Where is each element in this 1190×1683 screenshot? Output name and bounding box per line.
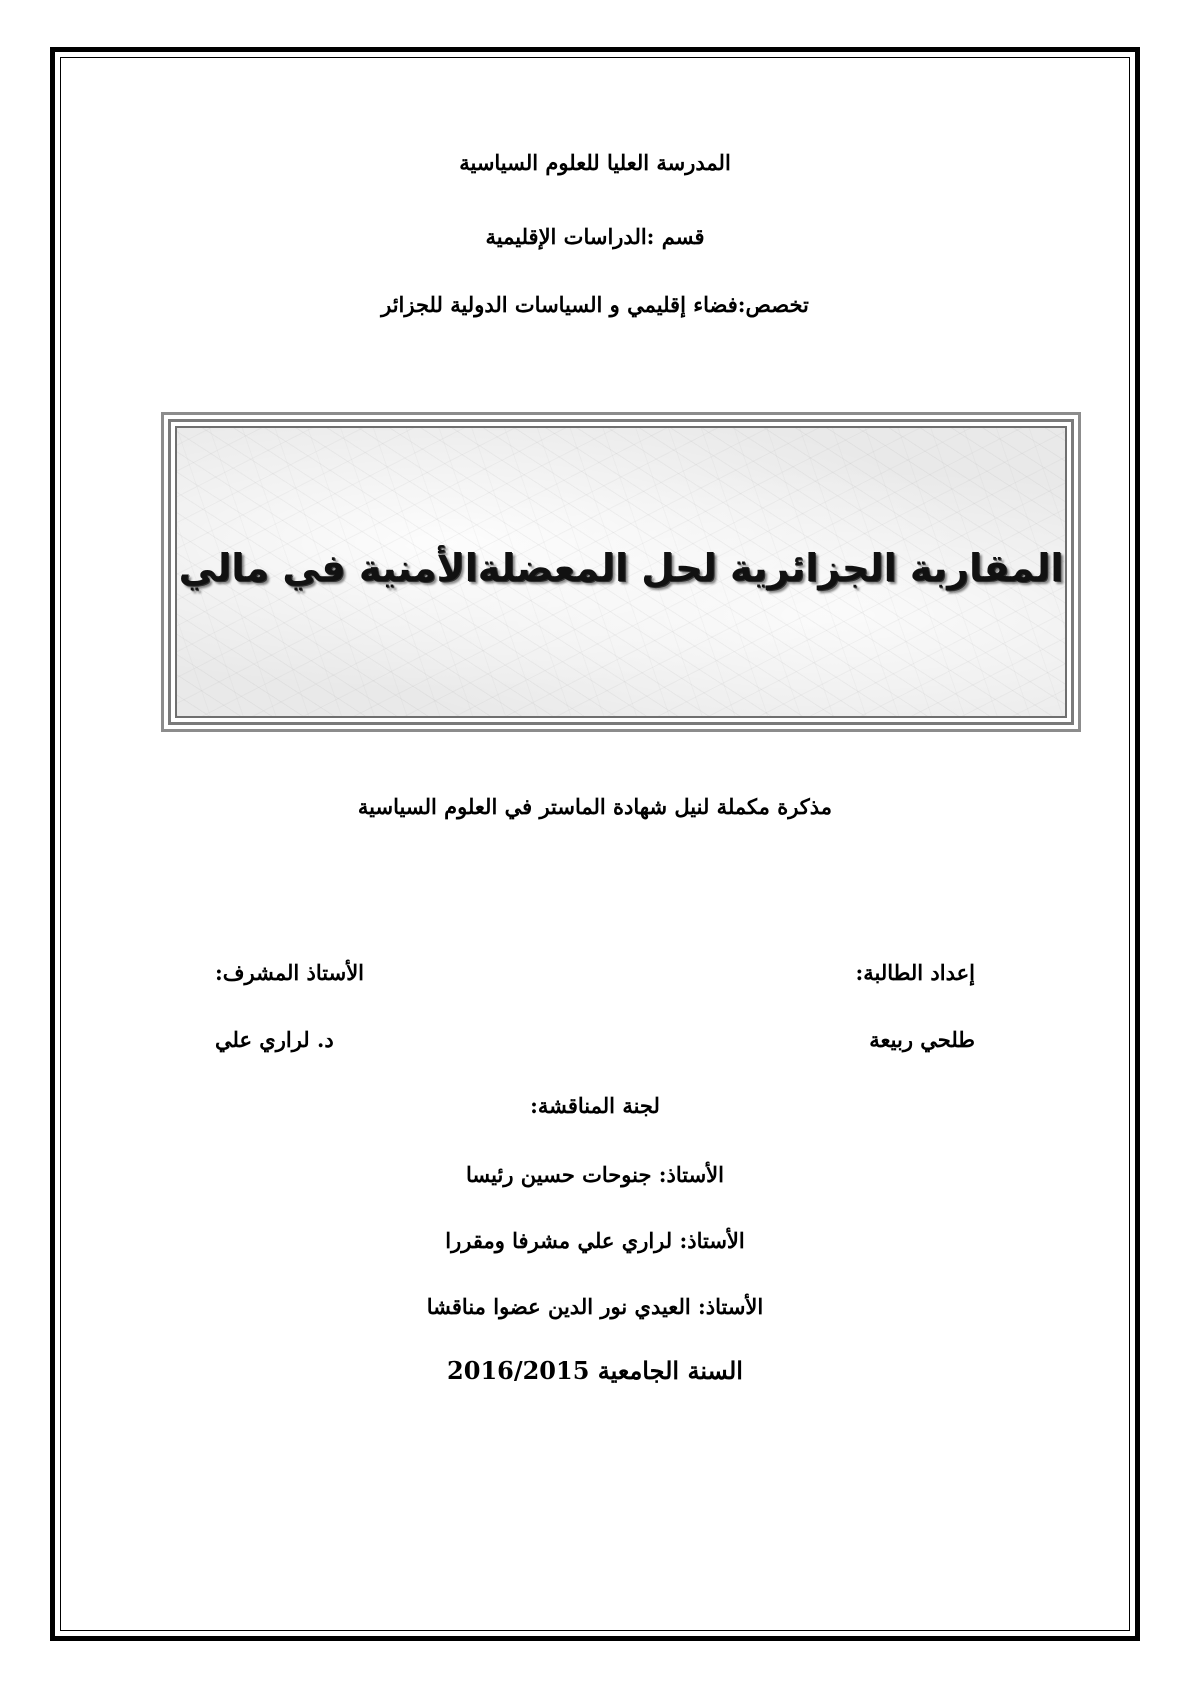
labels-row [215, 960, 975, 985]
school-name: المدرسة العليا للعلوم السياسية [459, 150, 731, 175]
committee-label: لجنة المناقشة: [530, 1093, 660, 1118]
thesis-subtitle: مذكرة مكملة لنيل شهادة الماستر في العلوم السياسية [357, 794, 833, 819]
department-name: قسم :الدراسات الإقليمية [485, 224, 705, 249]
committee-member: الأستاذ: لراري علي مشرفا ومقررا [445, 1228, 745, 1253]
committee-member: الأستاذ: العيدي نور الدين عضوا مناقشا [426, 1294, 764, 1319]
specialty-name: تخصص:فضاء إقليمي و السياسات الدولية للجزائر [381, 292, 809, 317]
page-border [50, 47, 1140, 1641]
thesis-title: المقاربة الجزائرية لحل المعضلةالأمنية في مالي [178, 546, 1064, 590]
academic-year: السنة الجامعية 2016/2015 [447, 1356, 743, 1385]
thesis-title-frame [161, 412, 1081, 732]
marble-title-panel [175, 426, 1067, 718]
supervisor-name: د. لراري علي [215, 1027, 334, 1052]
names-row [215, 1027, 975, 1052]
supervisor-label: الأستاذ المشرف: [215, 960, 365, 985]
committee-member: الأستاذ: جنوحات حسين رئيسا [466, 1162, 724, 1187]
student-name: طلحي ربيعة [869, 1027, 975, 1052]
student-label: إعداد الطالبة: [855, 960, 975, 985]
